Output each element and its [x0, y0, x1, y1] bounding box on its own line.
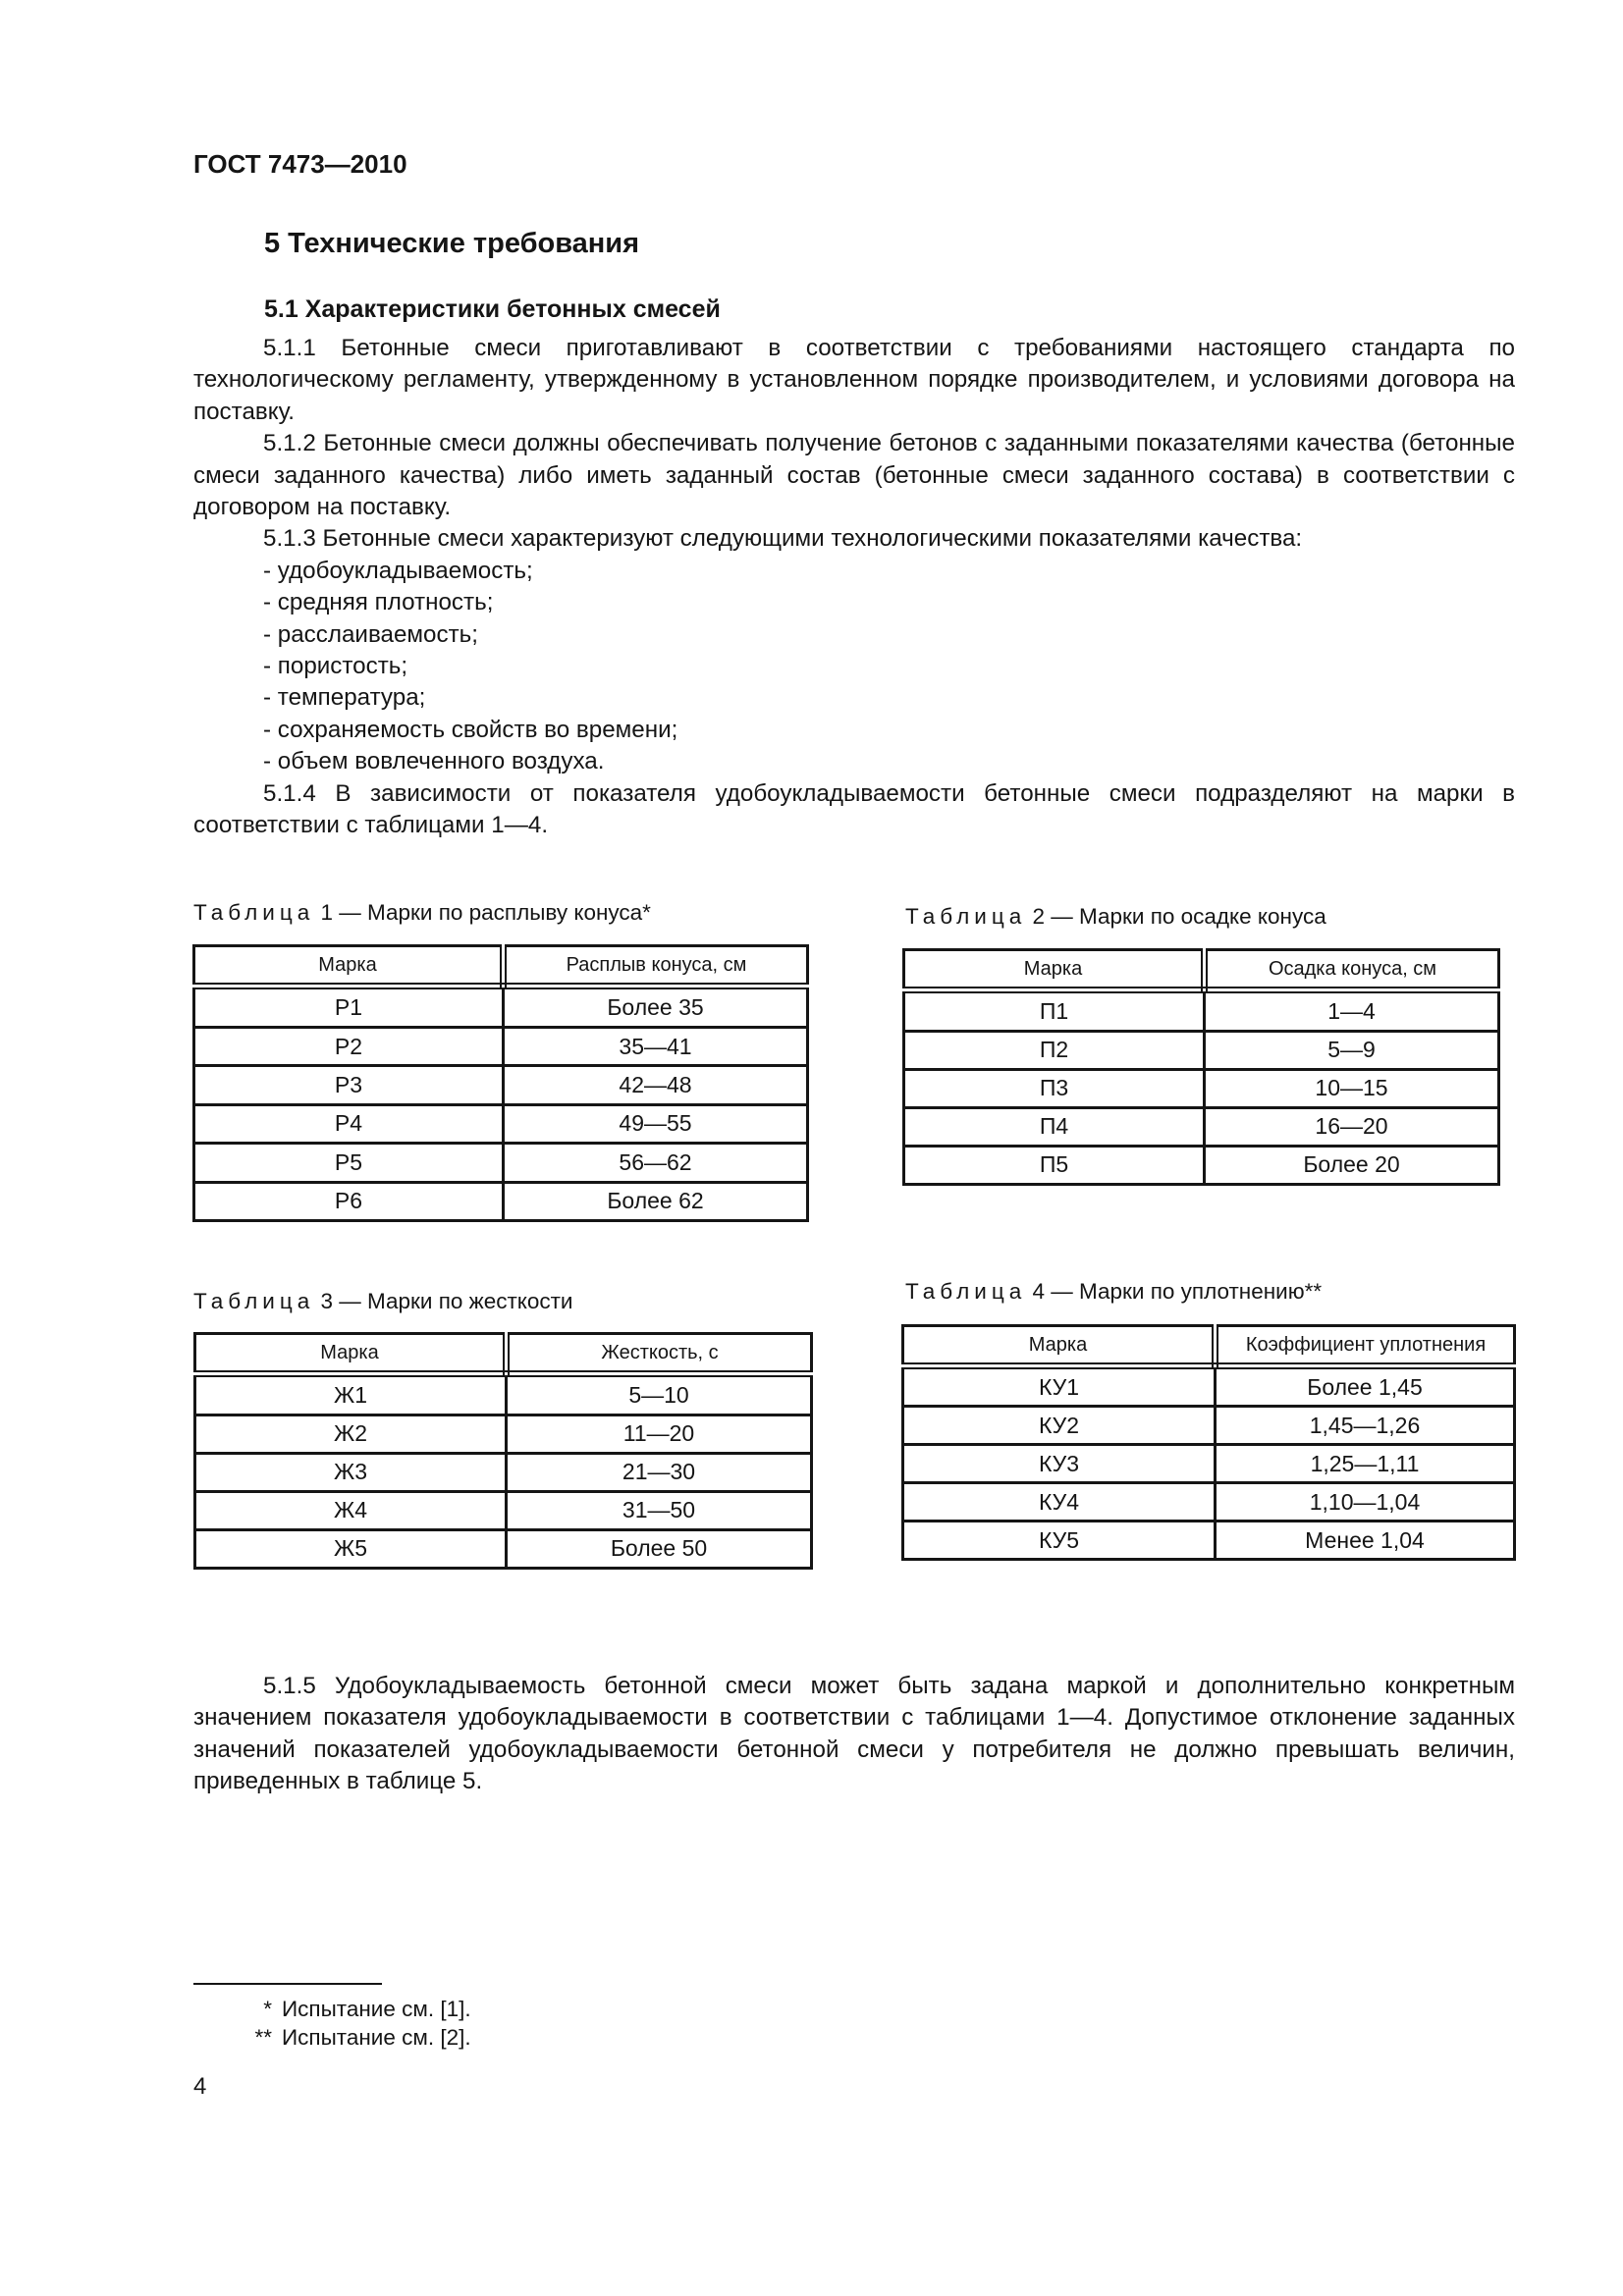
table-cell: 56—62 [504, 1144, 808, 1182]
footnote-text: Испытание см. [1]. [282, 1997, 471, 2021]
table-cell: Р4 [194, 1104, 504, 1143]
table-cell: П2 [904, 1031, 1205, 1069]
table-row [195, 1529, 812, 1568]
table-cell: Р3 [194, 1066, 504, 1104]
table-cell: П4 [904, 1107, 1205, 1146]
page-number: 4 [193, 2073, 207, 2100]
table-label: Таблица [193, 900, 315, 925]
table-header-row [904, 950, 1499, 990]
list-item: - средняя плотность; [263, 589, 494, 616]
paragraph-5-1-1: 5.1.1 Бетонные смеси приготавливают в соответствии с требованиями настоящего стандарта по технологическому регламенту, утвержденному в установленном порядке производителем, и условиями договора на поставку. [193, 335, 1515, 425]
paragraph-5-1-2: 5.1.2 Бетонные смеси должны обеспечивать получение бетонов с заданными показателями качества (бетонные смеси заданного качества) либо иметь заданный состав (бетонные смеси заданного состава) в соответствии с договором на поставку. [193, 430, 1515, 521]
paragraph-5-1-5: 5.1.5 Удобоукладываемость бетонной смеси может быть задана маркой и дополнительно конкретным значением показателя удобоукладываемости в соответствии с таблицами 1—4. Допустимое отклонение заданных значений показателей удобоукладываемости бетонной смеси у потребителя не должно превышать величин, приведенных в таблице 5. [193, 1673, 1515, 1795]
column-header: Осадка конуса, см [1205, 950, 1499, 990]
table-row [904, 990, 1499, 1032]
table-cell: П3 [904, 1069, 1205, 1107]
footnote-mark: ** [254, 2025, 272, 2050]
table-cell: 1,45—1,26 [1216, 1407, 1515, 1445]
table-cell: 5—10 [507, 1374, 812, 1415]
table-row [904, 1146, 1499, 1184]
table-1-caption [193, 900, 651, 926]
column-header: Марка [194, 946, 504, 987]
table-cell: Р2 [194, 1028, 504, 1066]
table-cell: 1,25—1,11 [1216, 1445, 1515, 1483]
list-item: - удобоукладываемость; [263, 557, 533, 584]
list-item: - сохраняемость свойств во времени; [263, 716, 678, 743]
column-header: Марка [904, 950, 1205, 990]
table-caption-text: 1 — Марки по расплыву конуса* [320, 900, 651, 925]
table-cell: 42—48 [504, 1066, 808, 1104]
quality-indicators-list [193, 556, 1515, 778]
table-3-stiffness [193, 1332, 813, 1570]
table-row [904, 1031, 1499, 1069]
table-cell: П1 [904, 990, 1205, 1032]
section-title: 5 Технические требования [264, 228, 640, 259]
table-row [194, 1182, 808, 1220]
table-label: Таблица [905, 904, 1027, 929]
table-3-caption [193, 1289, 573, 1314]
footnote [193, 2023, 471, 2052]
table-cell: Ж4 [195, 1491, 507, 1529]
table-row [195, 1491, 812, 1529]
table-row [194, 1028, 808, 1066]
table-cell: Более 35 [504, 987, 808, 1028]
table-header-row [194, 946, 808, 987]
table-row [904, 1107, 1499, 1146]
table-cell: Менее 1,04 [1216, 1522, 1515, 1560]
table-cell: КУ3 [903, 1445, 1216, 1483]
table-cell: Ж1 [195, 1374, 507, 1415]
footnotes [193, 1995, 471, 2052]
table-header-row [195, 1334, 812, 1374]
table-cell: Р1 [194, 987, 504, 1028]
table-4-caption [905, 1279, 1322, 1305]
paragraph-5-1-4: 5.1.4 В зависимости от показателя удобоукладываемости бетонные смеси подразделяют на марки в соответствии с таблицами 1—4. [193, 779, 1515, 839]
column-header: Расплыв конуса, см [504, 946, 808, 987]
table-cell: Р5 [194, 1144, 504, 1182]
list-item: - температура; [263, 684, 426, 712]
table-caption-text: 2 — Марки по осадке конуса [1032, 904, 1326, 929]
table-cell: Более 50 [507, 1529, 812, 1568]
table-cell: 11—20 [507, 1415, 812, 1453]
footnote [193, 1995, 471, 2023]
document-code-header: ГОСТ 7473—2010 [193, 149, 407, 179]
table-cell: 31—50 [507, 1491, 812, 1529]
table-row [195, 1374, 812, 1415]
table-cell: Более 62 [504, 1182, 808, 1220]
table-row [195, 1453, 812, 1491]
column-header: Марка [903, 1326, 1216, 1366]
body-text-bottom [193, 1671, 1515, 1798]
table-cell: 35—41 [504, 1028, 808, 1066]
paragraph-5-1-3: 5.1.3 Бетонные смеси характеризуют следующими технологическими показателями качества: [263, 525, 1303, 553]
table-cell: Р6 [194, 1182, 504, 1220]
table-row [903, 1483, 1515, 1522]
table-2-slump [902, 948, 1500, 1186]
table-cell: 10—15 [1205, 1069, 1499, 1107]
table-cell: Более 20 [1205, 1146, 1499, 1184]
table-cell: 49—55 [504, 1104, 808, 1143]
table-cell: КУ1 [903, 1366, 1216, 1407]
table-row [903, 1522, 1515, 1560]
table-row [194, 987, 808, 1028]
footnote-divider [193, 1983, 382, 1985]
table-cell: 16—20 [1205, 1107, 1499, 1146]
table-cell: Ж2 [195, 1415, 507, 1453]
body-text-top [193, 333, 1515, 842]
table-row [904, 1069, 1499, 1107]
table-cell: КУ4 [903, 1483, 1216, 1522]
table-cell: КУ2 [903, 1407, 1216, 1445]
column-header: Марка [195, 1334, 507, 1374]
table-cell: Ж3 [195, 1453, 507, 1491]
table-label: Таблица [193, 1289, 315, 1313]
table-cell: Ж5 [195, 1529, 507, 1568]
table-row [903, 1407, 1515, 1445]
table-cell: 1—4 [1205, 990, 1499, 1032]
table-row [903, 1366, 1515, 1407]
table-4-compaction [901, 1324, 1516, 1561]
table-2-caption [905, 904, 1326, 930]
table-cell: П5 [904, 1146, 1205, 1184]
table-caption-text: 4 — Марки по уплотнению** [1032, 1279, 1323, 1304]
table-cell: 5—9 [1205, 1031, 1499, 1069]
list-item: - расслаиваемость; [263, 620, 478, 648]
table-caption-text: 3 — Марки по жесткости [320, 1289, 573, 1313]
table-cell: КУ5 [903, 1522, 1216, 1560]
table-row [194, 1066, 808, 1104]
column-header: Жесткость, с [507, 1334, 812, 1374]
table-row [195, 1415, 812, 1453]
table-row [194, 1104, 808, 1143]
table-row [194, 1144, 808, 1182]
table-header-row [903, 1326, 1515, 1366]
column-header: Коэффициент уплотнения [1216, 1326, 1515, 1366]
table-1-slump-flow [192, 944, 809, 1222]
footnote-mark: * [263, 1997, 272, 2021]
table-row [903, 1445, 1515, 1483]
table-cell: 21—30 [507, 1453, 812, 1491]
list-item: - пористость; [263, 653, 408, 680]
table-label: Таблица [905, 1279, 1027, 1304]
list-item: - объем вовлеченного воздуха. [263, 748, 605, 775]
footnote-text: Испытание см. [2]. [282, 2025, 471, 2050]
table-cell: 1,10—1,04 [1216, 1483, 1515, 1522]
table-cell: Более 1,45 [1216, 1366, 1515, 1407]
subsection-title: 5.1 Характеристики бетонных смесей [264, 295, 721, 323]
